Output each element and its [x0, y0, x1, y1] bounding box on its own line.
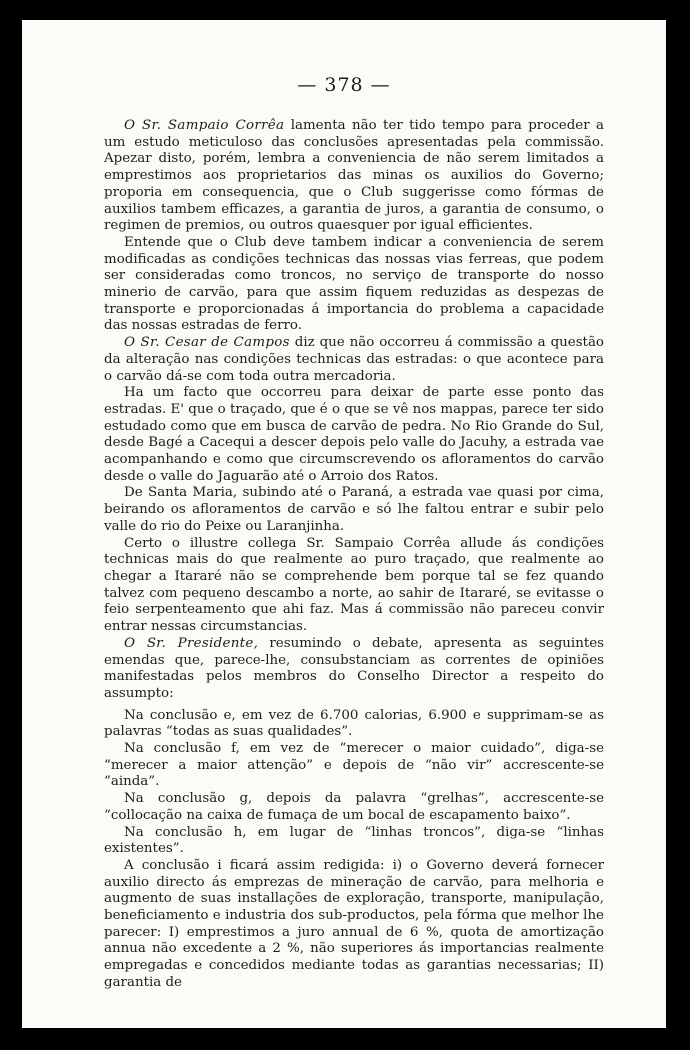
- paragraph: [104, 536, 604, 636]
- paragraph-text: Ha um facto que occorreu para deixar de parte esse ponto das estradas. E' que o traçado, que é o que se vê nos mappas, parece ter sido estudado como que em busca de carvão de pedra. No Rio Grande do Sul, desde Bagé a Cacequi a descer depois pelo valle do Jacuhy, a estrada vae acompanhando e como que circumscrevendo os afloramentos do carvão desde o valle do Jaguarão até o Arroio dos Ratos.: [104, 385, 604, 484]
- paragraph-text: Certo o illustre collega Sr. Sampaio Corrêa allude ás condições technicas mais do que realmente ao puro traçado, que realmente ao chegar a Itararé não se comprehende bem porque tal se fez quando talvez com pequeno descambo a norte, ao sahir de Itararé, se evitasse o feio serpenteamento que ahi faz. Mas á commissão não pareceu convir entrar nessas circumstancias.: [104, 535, 604, 635]
- paragraph-text: diz que não occorreu á commissão a questão da alteração nas condições technicas das estradas: o que acontece para o carvão dá-se com toda outra mercadoria.: [104, 335, 604, 384]
- paragraph-text: lamenta não ter tido tempo para proceder a um estudo meticuloso das conclusões apresentadas pela commissão. Apezar disto, porém, lembra a conveniencia de não serem limitados a emprestimos aos proprietarios das minas os auxilios do Governo; proporia em consequencia, que o Club suggerisse como fórmas de auxilios tambem efficazes, a garantia de juros, a garantia de consumo, o regimen de premios, ou outros quaesquer por igual efficientes.: [104, 118, 604, 234]
- paragraph: [104, 235, 604, 335]
- paragraph-text: Entende que o Club deve tambem indicar a conveniencia de serem modificadas as condições technicas das nossas vias ferreas, que podem ser consideradas como troncos, no serviço de transporte do nosso minerio de carvão, para que assim fiquem reduzidas as despezas de transporte e proporcionadas á importancia do problema a capacidade das nossas estradas de ferro.: [104, 234, 604, 334]
- paragraph: [104, 791, 604, 824]
- document-page: [22, 20, 666, 1028]
- paragraph: [104, 858, 604, 992]
- paragraph: [104, 485, 604, 535]
- paragraph-text: A conclusão i ficará assim redigida: i) o Governo deverá fornecer auxilio directo ás emprezas de mineração de carvão, para melhoria e augmento de suas installações de exploração, transporte, manipulação, beneficiamento e industria dos sub-productos, pela fórma que melhor lhe parecer: I) emprestimos a juro annual de 6 %, quota de amortização annua não excedente a 2 %, não superiores ás importancias realmente empregadas e concedidos mediante todas as garantias necessarias; II) garantia de: [104, 857, 604, 990]
- body-text: [104, 118, 604, 992]
- paragraph-text: Na conclusão h, em lugar de “linhas troncos”, diga-se “linhas existentes”.: [104, 824, 604, 857]
- paragraph: [104, 118, 604, 235]
- paragraph-text: De Santa Maria, subindo até o Paraná, a estrada vae quasi por cima, beirando os afloramentos de carvão e só lhe faltou entrar e subir pelo valle do rio do Peixe ou Laranjinha.: [104, 485, 604, 534]
- speaker-name: O Sr. Sampaio Corrêa: [124, 118, 285, 133]
- paragraph-text: Na conclusão g, depois da palavra “grelhas”, accrescente-se “collocação na caixa de fumaça de um bocal de escapamento baixo”.: [104, 791, 604, 823]
- paragraph-text: Na conclusão e, em vez de 6.700 calorias, 6.900 e supprimam-se as palavras “todas as suas qualidades”.: [104, 707, 604, 740]
- speaker-name: O Sr. Cesar de Campos: [124, 335, 290, 351]
- paragraph: [104, 385, 604, 485]
- paragraph-text: resumindo o debate, apresenta as seguintes emendas que, parece-lhe, consubstanciam as correntes de opiniões manifestadas pelos membros do Conselho Director a respeito do assumpto:: [104, 635, 604, 701]
- paragraph: [104, 335, 604, 385]
- paragraph: [104, 708, 604, 741]
- paragraph-text: Na conclusão f, em vez de “merecer o maior cuidado”, diga-se “merecer a maior attenção” e depois de “não vir” accrescente-se “ainda”.: [104, 741, 604, 790]
- paragraph: [104, 636, 604, 703]
- page-number: — 378 —: [297, 74, 391, 96]
- speaker-name: O Sr. Presidente,: [124, 635, 259, 651]
- paragraph: [104, 741, 604, 791]
- paragraph: [104, 825, 604, 858]
